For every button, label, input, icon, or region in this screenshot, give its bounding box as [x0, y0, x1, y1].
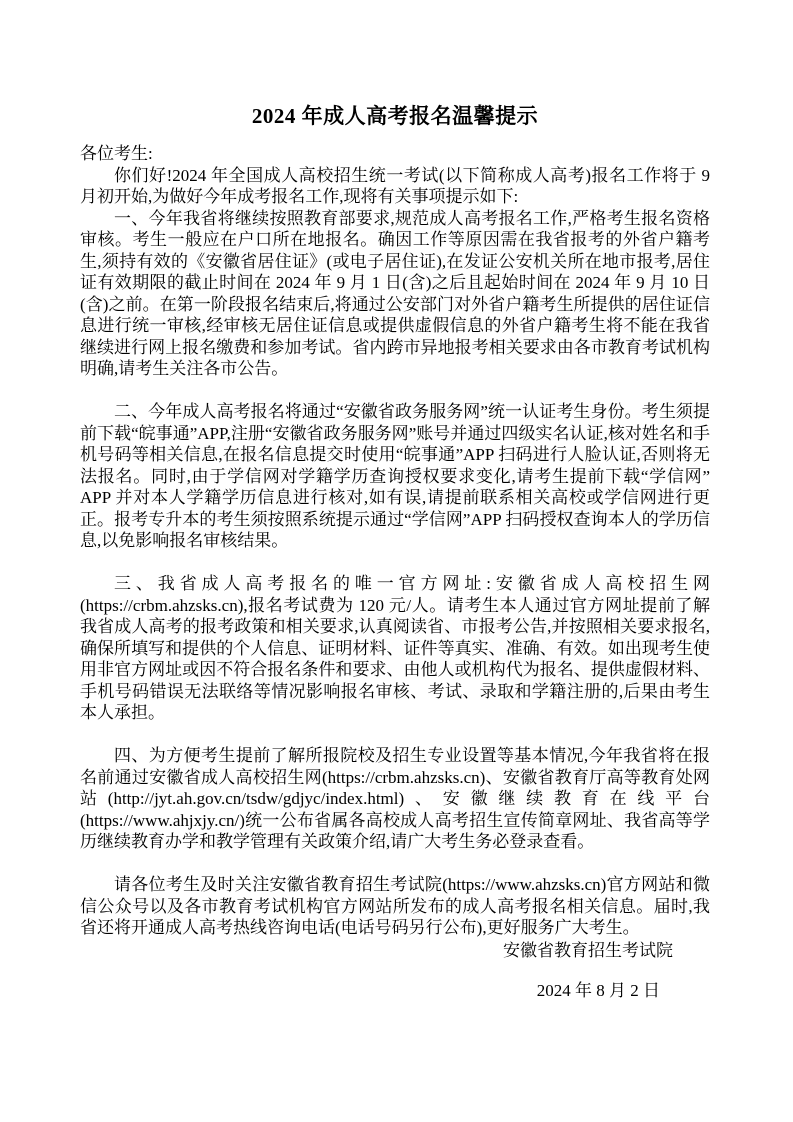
paragraph-item-3: 三、我省成人高考报名的唯一官方网址:安徽省成人高校招生网(https://crbm.ahzsks.cn),报名考试费为 120 元/人。请考生本人通过官方网址提前了解我省成人高考的报考政策和相关要求,认真阅读省、市报考公告,并按照相关要求报名,确保所填写和提供的个人信息、证明材料、证件等真实、准确、有效。如出现考生使用非官方网址或因不符合报名条件和要求、由他人或机构代为报名、提供虚假材料、手机号码错误无法联络等情况影响报名审核、考试、录取和学籍注册的,后果由考生本人承担。	[80, 574, 710, 722]
document-title: 2024 年成人高考报名温馨提示	[251, 104, 539, 128]
paragraph-item-1: 一、今年我省将继续按照教育部要求,规范成人高考报名工作,严格考生报名资格审核。考生一般应在户口所在地报名。确因工作等原因需在我省报考的外省户籍考生,须持有效的《安徽省居住证》(或电子居住证),在发证公安机关所在地市报考,居住证有效期限的截止时间在 2024 年 9 月 1 日(含)之后且起始时间在 2024 年 9 月 10 日(含)之前。在第一阶段报名结束后,将通过公安部门对外省户籍考生所提供的居住证信息进行统一审核,经审核无居住证信息或提供虚假信息的外省户籍考生将不能在我省继续进行网上报名缴费和参加考试。省内跨市异地报考相关要求由各市教育考试机构明确,请考生关注各市公告。	[80, 208, 710, 378]
issue-date: 2024 年 8 月 2 日	[536, 981, 660, 1000]
paragraph-greeting: 你们好!2024 年全国成人高校招生统一考试(以下简称成人高考)报名工作将于 9 月初开始,为做好今年成考报名工作,现将有关事项提示如下:	[80, 165, 710, 206]
paragraph-closing: 请各位考生及时关注安徽省教育招生考试院(https://www.ahzsks.cn)官方网站和微信公众号以及各市教育考试机构官方网站所发布的成人高考报名相关信息。届时,我省还将开通成人高考热线咨询电话(电话号码另行公布),更好服务广大考生。	[80, 875, 710, 937]
paragraph-item-2: 二、今年成人高考报名将通过“安徽省政务服务网”统一认证考生身份。考生须提前下载“皖事通”APP,注册“安徽省政务服务网”账号并通过四级实名认证,核对姓名和手机号码等相关信息,在报名信息提交时使用“皖事通”APP 扫码进行人脸认证,否则将无法报名。同时,由于学信网对学籍学历查询授权要求变化,请考生提前下载“学信网”APP 并对本人学籍学历信息进行核对,如有误,请提前联系相关高校或学信网进行更正。报考专升本的考生须按照系统提示通过“学信网”APP 扫码授权查询本人的学历信息,以免影响报名审核结果。	[80, 402, 710, 550]
issuer-signature: 安徽省教育招生考试院	[503, 940, 673, 960]
paragraph-item-4: 四、为方便考生提前了解所报院校及招生专业设置等基本情况,今年我省将在报名前通过安徽省成人高校招生网(https://crbm.ahzsks.cn)、安徽省教育厅高等教育处网站(http://jyt.ah.gov.cn/tsdw/gdjyc/index.html)、安徽继续教育在线平台(https://www.ahjxjy.cn/)统一公布省属各高校成人高考招生宣传简章网址、我省高等学历继续教育办学和教学管理有关政策介绍,请广大考生务必登录查看。	[80, 746, 710, 851]
salutation: 各位考生:	[80, 144, 153, 163]
